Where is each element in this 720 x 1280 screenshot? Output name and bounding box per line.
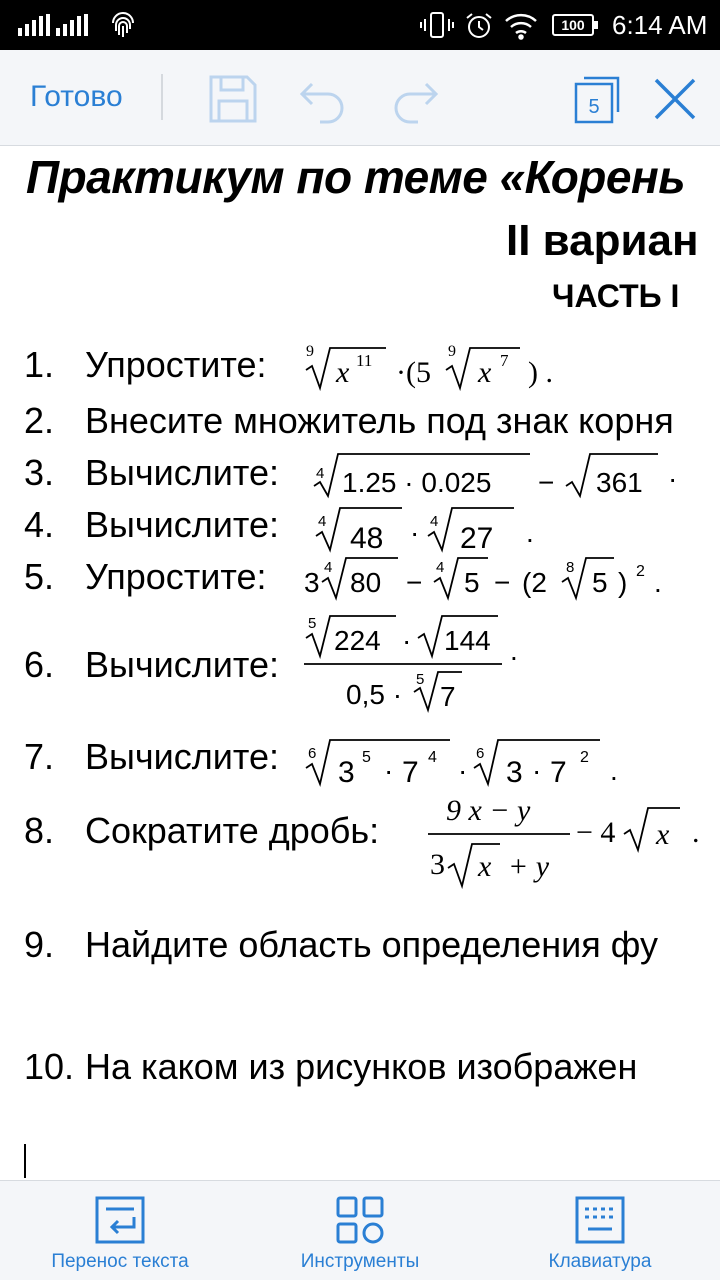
exponent: 2 [636,563,645,580]
formula-text: · [402,625,412,656]
formula-text: − [406,567,423,598]
status-bar [0,0,720,50]
radicand: 7 [550,756,567,789]
text-wrap-button[interactable] [20,1181,220,1280]
task-text: Сократите дробь: [85,810,380,851]
root-index: 9 [306,343,314,360]
clock: 6:14 AM [612,10,708,40]
formula-1 [300,338,570,394]
task-number: 6. [24,644,55,685]
task-text: На каком из рисунков изображен [85,1046,638,1087]
formula-text: . [610,755,618,786]
formula-text: ) [618,567,628,598]
radicand: 7 [440,681,456,712]
task-number: 1. [24,344,55,385]
task-item [0,556,720,616]
formula-text: (2 [522,567,547,598]
task-number: 9. [24,924,55,965]
text-cursor [24,1144,26,1178]
root-index: 4 [430,513,439,530]
part-heading: ЧАСТЬ I [552,278,680,314]
task-number: 4. [24,504,55,545]
task-number: 2. [24,400,55,441]
radicand: x [656,818,670,851]
formula-8 [424,790,714,890]
root-index: 4 [436,559,445,576]
battery-icon: 100 [552,14,594,36]
tools-label: Инструменты [300,1251,420,1272]
formula-text: − 4 [576,816,616,849]
formula-4 [312,502,552,554]
fingerprint-icon [108,11,138,41]
formula-text: 0,5 · [346,679,403,710]
task-text: Вычислите: [85,452,279,493]
tools-button[interactable] [260,1181,460,1280]
radicand: 5 [592,567,608,598]
radicand: x [478,850,492,883]
formula-3 [310,448,690,500]
task-text: Упростите: [85,344,267,385]
formula-text: − [538,467,555,498]
tools-icon [334,1195,386,1245]
exponent: 5 [362,749,371,766]
task-text: Вычислите: [85,736,279,777]
task-number: 3. [24,452,55,493]
formula-text: · [532,755,542,786]
root-index: 8 [566,559,575,576]
task-number: 5. [24,556,55,597]
radicand: 7 [402,756,419,789]
task-item [0,344,720,404]
root-index: 4 [324,559,333,576]
formula-text: . [510,635,518,666]
formula-text: . [654,567,662,598]
radicand: x [478,356,492,389]
bottom-toolbar [0,1180,720,1280]
variant-heading: II вариан [506,216,699,265]
root-index: 5 [416,671,425,688]
task-text: Упростите: [85,556,267,597]
radicand: 48 [350,522,384,555]
vibrate-icon [420,11,454,39]
document-view[interactable] [0,146,720,1180]
keyboard-icon [574,1195,626,1245]
formula-text: · [384,755,394,786]
formula-7 [304,732,634,788]
exponent: 7 [500,351,509,370]
close-icon[interactable] [652,76,698,122]
formula-text: ) . [528,356,553,389]
formula-text: · [458,755,468,786]
page-count: 5 [588,96,600,118]
radicand: 1.25 · 0.025 [342,467,492,498]
task-number: 10. [24,1046,75,1087]
formula-6 [298,612,538,722]
root-index: 6 [308,745,317,762]
fraction-numerator: 9 x − y [446,794,531,827]
root-index: 5 [308,615,317,632]
radicand: 361 [596,467,643,498]
radicand: 224 [334,625,381,656]
root-index: 9 [448,343,456,360]
redo-icon[interactable] [390,74,440,124]
radicand: 3 [506,756,523,789]
root-index: 4 [316,465,325,482]
formula-text: 3 [304,567,320,598]
radicand: 3 [338,756,355,789]
undo-icon[interactable] [298,74,348,124]
signal-icon [18,14,50,36]
task-text: Внесите множитель под знак корня [85,400,674,441]
formula-5 [302,550,672,604]
formula-text: · [668,463,678,494]
formula-text: 3 [430,848,445,881]
task-item [0,924,720,984]
formula-text: ·(5 [396,356,431,389]
exponent: 11 [356,351,373,370]
formula-text: · [410,517,420,548]
signal-icon [56,14,88,36]
task-item [0,1046,720,1106]
wifi-icon [504,11,538,41]
radicand: 27 [460,522,494,555]
exponent: 4 [428,749,437,766]
radicand: 5 [464,567,480,598]
formula-text: − [494,567,511,598]
radicand: x [336,356,350,389]
task-item [0,736,720,796]
task-text: Найдите область определения фу [85,924,658,965]
radicand: 80 [350,567,382,598]
task-number: 7. [24,736,55,777]
text-wrap-icon [94,1195,146,1245]
pages-icon[interactable] [572,72,622,126]
task-text: Вычислите: [85,504,279,545]
root-index: 4 [318,513,327,530]
formula-text: + y [508,850,550,883]
editor-toolbar [0,50,720,146]
task-number: 8. [24,810,55,851]
keyboard-button[interactable] [500,1181,700,1280]
formula-text: . [692,816,700,849]
radicand: 144 [444,625,491,656]
task-item [0,794,720,883]
toolbar-divider [161,74,163,120]
exponent: 2 [580,749,589,766]
task-text: Вычислите: [85,644,279,685]
save-icon[interactable] [206,72,260,126]
formula-text: . [526,517,534,548]
task-item [0,615,720,712]
keyboard-label: Клавиатура [548,1251,652,1272]
done-button[interactable]: Готово [30,80,123,113]
root-index: 6 [476,745,485,762]
page-title: Практикум по теме «Корень [26,151,686,203]
text-wrap-label: Перенос текста [51,1251,189,1272]
alarm-icon [464,11,494,41]
